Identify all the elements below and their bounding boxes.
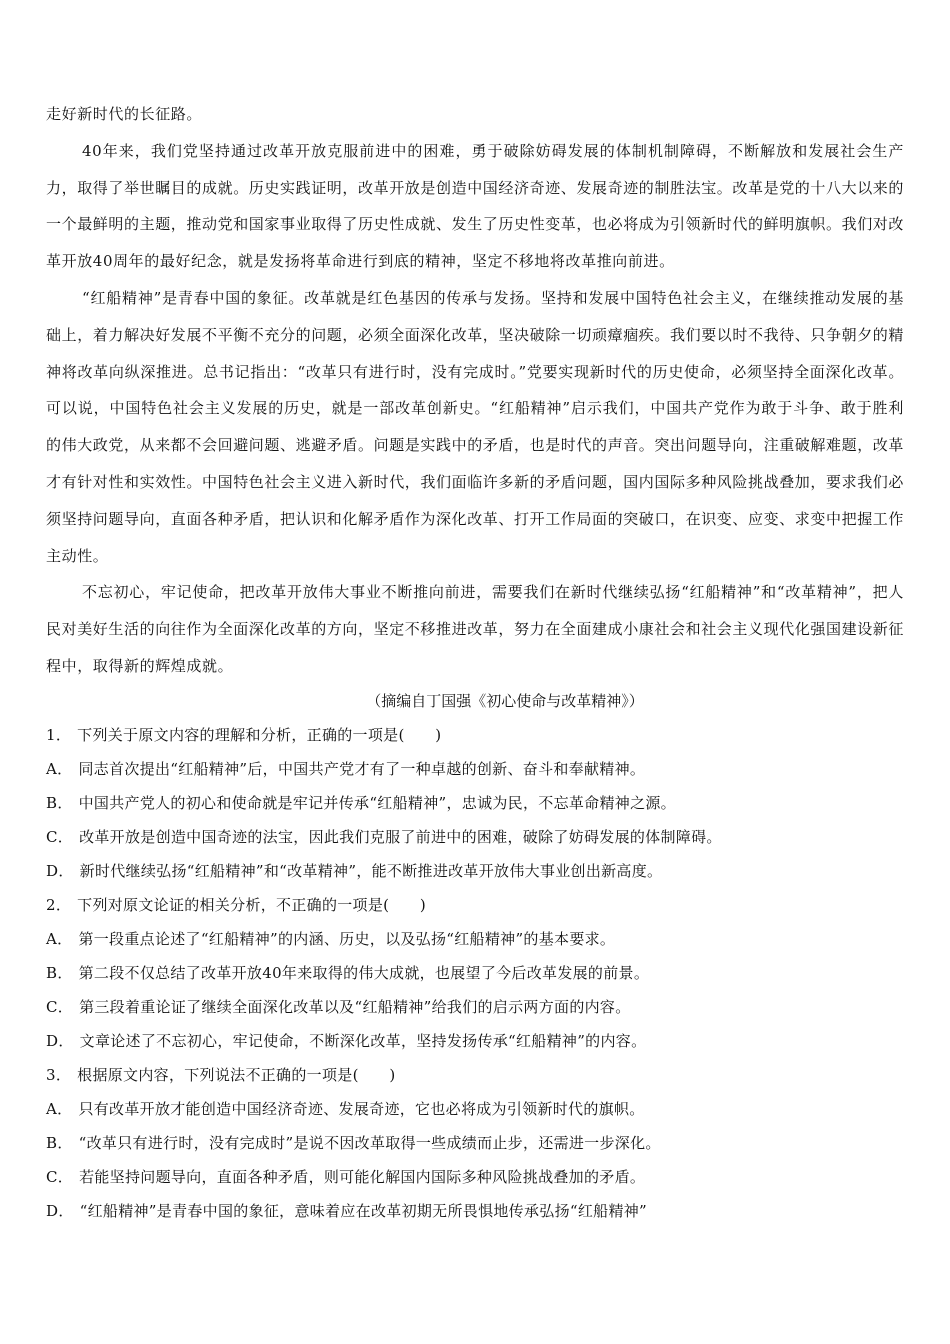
option-text: “红船精神”是青春中国的象征，意味着应在改革初期无所畏惧地传承弘扬“红船精神” — [79, 1201, 648, 1220]
document-page — [46, 96, 904, 1228]
option-label: A． — [46, 929, 73, 948]
option-label: A． — [46, 1099, 73, 1118]
question-stem — [46, 718, 904, 752]
option-c — [46, 820, 904, 854]
option-b — [46, 956, 904, 990]
option-d — [46, 854, 904, 888]
option-b — [46, 786, 904, 820]
option-c — [46, 990, 904, 1024]
option-c — [46, 1160, 904, 1194]
option-label: D． — [46, 861, 74, 880]
passage-paragraph-1: 40年来，我们党坚持通过改革开放克服前进中的困难，勇于破除妨碍发展的体制机制障碍，不断解放和发展社会生产力，取得了举世瞩目的成就。历史实践证明，改革开放是创造中国经济奇迹、发展奇迹的制胜法宝。改革是党的十八大以来的一个最鲜明的主题，推动党和国家事业取得了历史性成就、发生了历史性变革，也必将成为引领新时代的鲜明旗帜。我们对改革开放40周年的最好纪念，就是发扬将革命进行到底的精神，坚定不移地将改革推向前进。 — [46, 141, 905, 271]
question-stem — [46, 888, 904, 922]
option-text: 中国共产党人的初心和使命就是牢记并传承“红船精神”，忠诚为民，不忘革命精神之源。 — [78, 793, 676, 812]
question-3 — [46, 1058, 904, 1228]
option-label: C． — [46, 827, 74, 846]
question-1 — [46, 718, 904, 888]
option-text: 第二段不仅总结了改革开放40年来取得的伟大成就，也展望了今后改革发展的前景。 — [78, 963, 650, 982]
question-2 — [46, 888, 904, 1058]
question-number: 1． — [46, 725, 72, 744]
option-text: 同志首次提出“红船精神”后，中国共产党才有了一种卓越的创新、奋斗和奉献精神。 — [78, 759, 646, 778]
option-label: B． — [46, 793, 73, 812]
option-d — [46, 1024, 904, 1058]
passage-paragraph-3: 不忘初心，牢记使命，把改革开放伟大事业不断推向前进，需要我们在新时代继续弘扬“红船精神”和“改革精神”，把人民对美好生活的向往作为全面深化改革的方向，坚定不移推进改革，努力在全面建成小康社会和社会主义现代化强国建设新征程中，取得新的辉煌成就。 — [46, 583, 905, 675]
answer-blank: ( ) — [398, 725, 442, 744]
option-text: 第一段重点论述了“红船精神”的内涵、历史，以及弘扬“红船精神”的基本要求。 — [78, 929, 616, 948]
option-a — [46, 1092, 904, 1126]
answer-blank: ( ) — [383, 895, 427, 914]
option-text: “改革只有进行时，没有完成时”是说不因改革取得一些成绩而止步，还需进一步深化。 — [78, 1133, 661, 1152]
option-label: D． — [46, 1201, 74, 1220]
option-label: A． — [46, 759, 73, 778]
option-label: D． — [46, 1031, 74, 1050]
question-text: 根据原文内容，下列说法不正确的一项是 — [77, 1065, 353, 1084]
option-a — [46, 752, 904, 786]
option-text: 若能坚持问题导向，直面各种矛盾，则可能化解国内国际多种风险挑战叠加的矛盾。 — [79, 1167, 646, 1186]
question-stem — [46, 1058, 904, 1092]
option-d — [46, 1194, 904, 1228]
passage-paragraph-0: 走好新时代的长征路。 — [46, 105, 203, 123]
option-a — [46, 922, 904, 956]
option-label: B． — [46, 1133, 73, 1152]
question-text: 下列对原文论证的相关分析，不正确的一项是 — [77, 895, 384, 914]
passage-paragraph-2: “红船精神”是青春中国的象征。改革就是红色基因的传承与发扬。坚持和发展中国特色社会主义，在继续推动发展的基础上，着力解决好发展不平衡不充分的问题，必须全面深化改革，坚决破除一切顽瘴痼疾。我们要以时不我待、只争朝夕的精神将改革向纵深推进。总书记指出：“改革只有进行时，没有完成时。”党要实现新时代的历史使命，必须坚持全面深化改革。可以说，中国特色社会主义发展的历史，就是一部改革创新史。“红船精神”启示我们，中国共产党作为敢于斗争、敢于胜利的伟大政党，从来都不会回避问题、逃避矛盾。问题是实践中的矛盾，也是时代的声音。突出问题导向，注重破解难题，改革才有针对性和实效性。中国特色社会主义进入新时代，我们面临许多新的矛盾问题，国内国际多种风险挑战叠加，要求我们必须坚持问题导向，直面各种矛盾，把认识和化解矛盾作为深化改革、打开工作局面的突破口，在识变、应变、求变中把握工作主动性。 — [46, 288, 905, 565]
option-text: 改革开放是创造中国奇迹的法宝，因此我们克服了前进中的困难，破除了妨碍发展的体制障碍。 — [79, 827, 722, 846]
passage-source: （摘编自丁国强《初心使命与改革精神》） — [366, 691, 644, 710]
option-text: 文章论述了不忘初心，牢记使命，不断深化改革，坚持发扬传承“红船精神”的内容。 — [79, 1031, 647, 1050]
question-text: 下列关于原文内容的理解和分析，正确的一项是 — [77, 725, 399, 744]
option-label: C． — [46, 1167, 74, 1186]
option-text: 新时代继续弘扬“红船精神”和“改革精神”，能不断推进改革开放伟大事业创出新高度。 — [79, 861, 663, 880]
option-label: B． — [46, 963, 73, 982]
question-number: 2． — [46, 895, 72, 914]
answer-blank: ( ) — [352, 1065, 396, 1084]
option-label: C． — [46, 997, 74, 1016]
option-b — [46, 1126, 904, 1160]
option-text: 只有改革开放才能创造中国经济奇迹、发展奇迹，它也必将成为引领新时代的旗帜。 — [78, 1099, 645, 1118]
option-text: 第三段着重论证了继续全面深化改革以及“红船精神”给我们的启示两方面的内容。 — [79, 997, 631, 1016]
question-number: 3． — [46, 1065, 72, 1084]
